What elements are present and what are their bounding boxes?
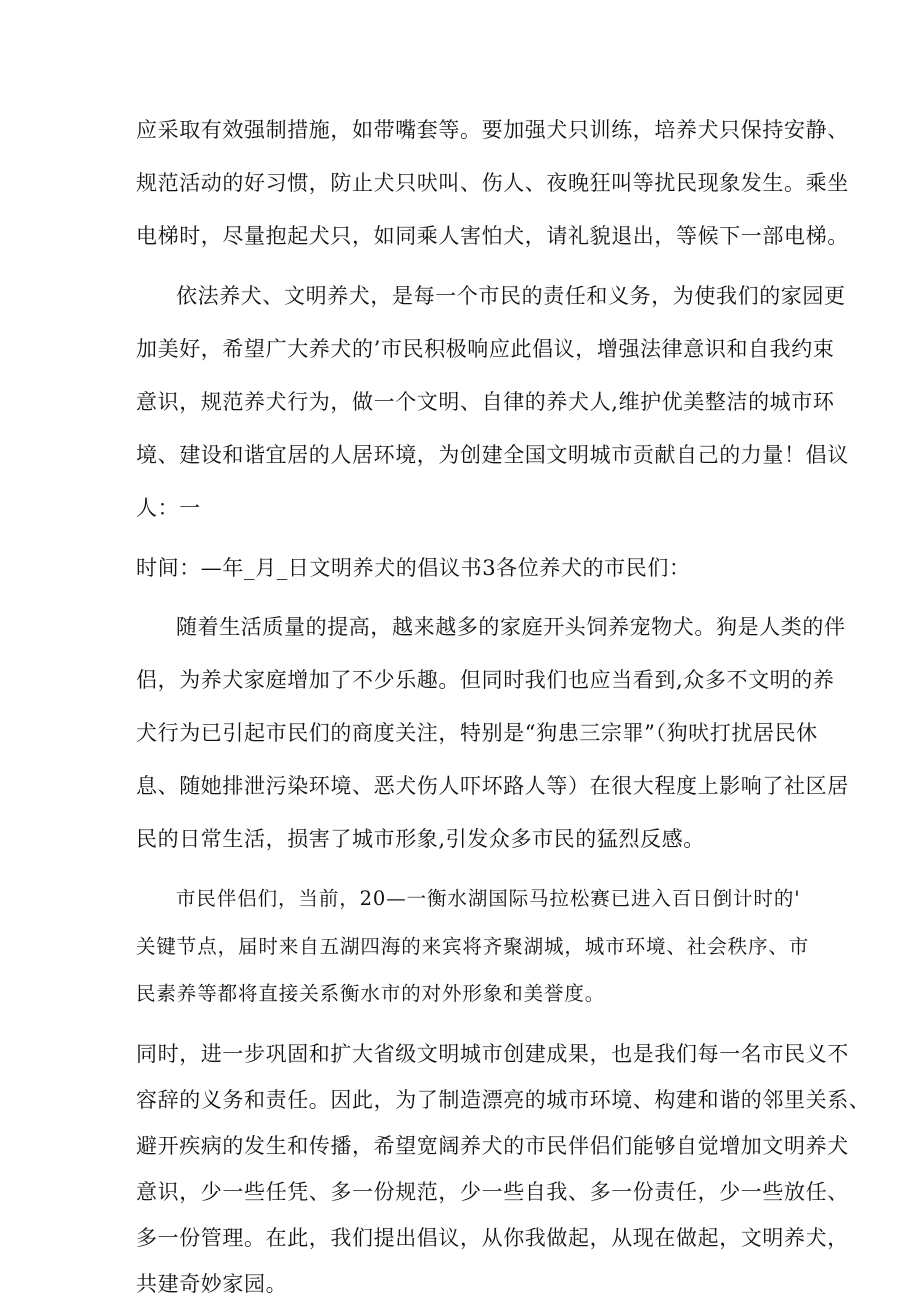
paragraph-4-line-5: 民的日常生活，损害了城市形象,引发众多市民的猛烈反感。: [136, 827, 705, 851]
paragraph-6-line-6: 共建奇妙家园。: [136, 1272, 288, 1296]
paragraph-3-line-1: 时间：—年_月_日文明养犬的倡议书3各位养犬的市民们：: [136, 556, 691, 580]
paragraph-4-line-2: 侣，为养犬家庭增加了不少乐趣。但同时我们也应当看到,众多不文明的养: [136, 668, 835, 692]
paragraph-6-line-2: 容辞的义务和责任。因此，为了制造漂亮的城市环境、构建和谐的邻里关系、: [136, 1088, 871, 1112]
paragraph-2-line-4: 境、建设和谐宜居的人居环境，为创建全国文明城市贡献自己的力量！倡议: [136, 443, 849, 467]
paragraph-5-line-2: 关键节点，届时来自五湖四海的来宾将齐聚湖城，城市环境、社会秩序、市: [136, 935, 810, 958]
paragraph-4-line-3: 犬行为已引起市民们的商度关注，特别是“狗患三宗罪”（狗吠打扰居民休: [136, 721, 818, 745]
paragraph-2-line-3: 意识，规范养犬行为，做一个文明、自律的养犬人,维护优美整洁的城市环: [136, 390, 835, 414]
paragraph-2-line-2: 加美好，希望广大养犬的’市民积极响应此倡议，增强法律意识和自我约束: [136, 337, 835, 361]
paragraph-2-line-1: 依法养犬、文明养犬，是每一个市民的责任和义务，为使我们的家园更: [176, 284, 846, 308]
paragraph-6-line-5: 多一份管理。在此，我们提出倡议，从你我做起，从现在做起，文明养犬，: [136, 1226, 849, 1250]
paragraph-2-line-5: 人：一: [136, 496, 201, 520]
paragraph-6-line-1: 同时，进一步巩固和扩大省级文明城市创建成果，也是我们每一名市民义不: [136, 1042, 849, 1066]
paragraph-6-line-3: 避开疾病的发生和传播，希望宽阔养犬的市民伴侣们能够自觉增加文明养犬: [136, 1134, 849, 1158]
paragraph-1-line-1: 应采取有效强制措施，如带嘴套等。要加强犬只训练，培养犬只保持安静、: [136, 118, 849, 142]
paragraph-5-line-1: 市民伴侣们，当前，20—一衡水湖国际马拉松赛已进入百日倒计时的': [176, 887, 801, 910]
paragraph-4-line-4: 息、随她排泄污染环境、恶犬伤人吓坏路人等）在很大程度上影响了社区居: [136, 774, 849, 798]
paragraph-6-line-4: 意识，少一些任凭、多一份规范，少一些自我、多一份责任，少一些放任、: [136, 1180, 849, 1204]
paragraph-5-line-3: 民素养等都将直接关系衡水市的对外形象和美誉度。: [136, 982, 606, 1005]
paragraph-1-line-2: 规范活动的好习惯，防止犬只吠叫、伤人、夜晚狂叫等扰民现象发生。乘坐: [136, 171, 849, 195]
paragraph-1-line-3: 电梯时，尽量抱起犬只，如同乘人害怕犬，请礼貌退出，等候下一部电梯。: [136, 224, 849, 248]
paragraph-4-line-1: 随着生活质量的提高，越来越多的家庭开头饲养宠物犬。狗是人类的伴: [176, 615, 846, 639]
